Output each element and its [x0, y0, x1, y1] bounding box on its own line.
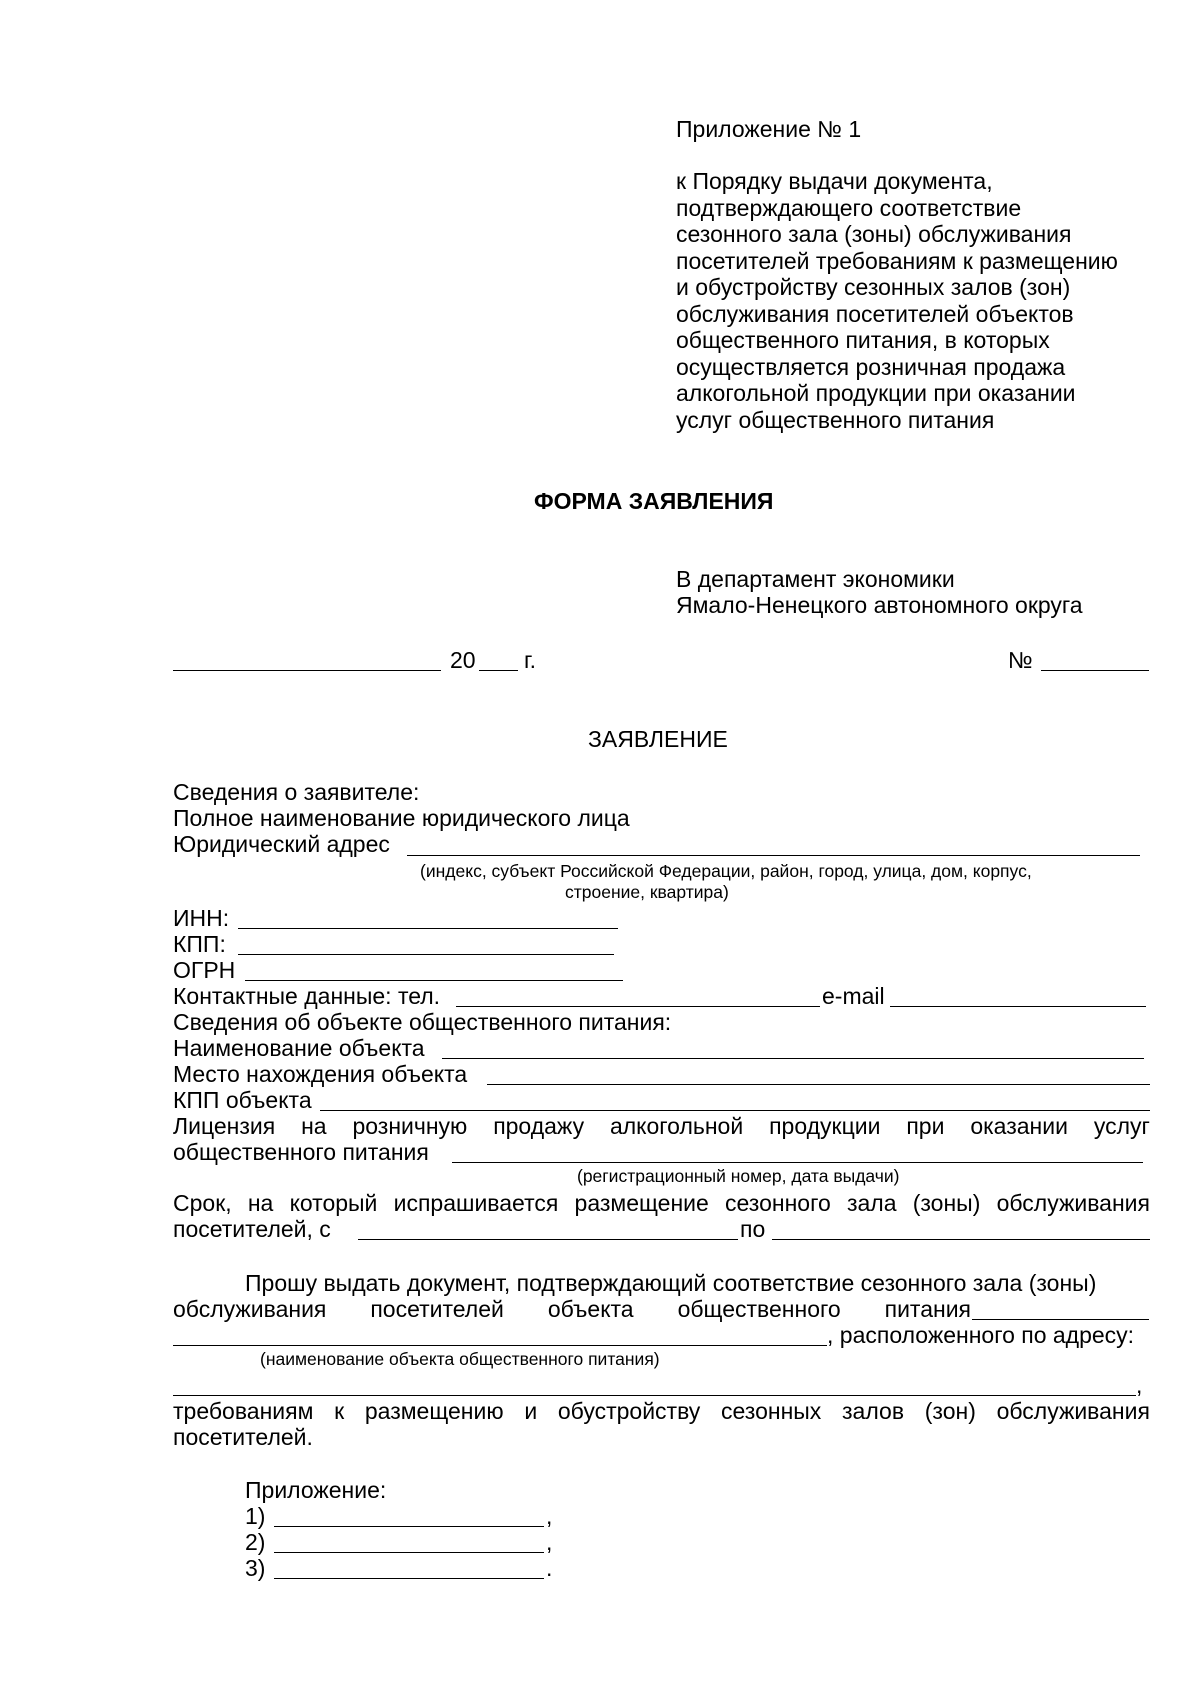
attachments-heading: Приложение: [245, 1477, 387, 1503]
word: Срок, [173, 1190, 232, 1216]
request-line-3-suffix: , расположенного по адресу: [827, 1322, 1135, 1348]
word: требованиям [173, 1398, 314, 1424]
kpp-label: КПП: [173, 931, 226, 957]
kpp-blank[interactable] [238, 954, 614, 955]
term-from-label: посетителей, с [173, 1216, 331, 1242]
word: общественного [677, 1296, 841, 1322]
word: сезонного [725, 1190, 831, 1216]
date-day-blank[interactable] [173, 670, 441, 671]
year-prefix: 20 [450, 647, 476, 673]
word: сезонных [721, 1398, 822, 1424]
word: к [334, 1398, 345, 1424]
appendix-line: алкогольной продукции при оказании [676, 380, 1076, 406]
word: размещению [364, 1398, 504, 1424]
appendix-line: к Порядку выдачи документа, [676, 168, 993, 194]
object-location-label: Место нахождения объекта [173, 1061, 468, 1087]
object-name-hint: (наименование объекта общественного питания) [260, 1349, 660, 1369]
word: Лицензия [173, 1113, 276, 1139]
request-line-1: Прошу выдать документ, подтверждающий соответствие сезонного зала (зоны) [245, 1270, 1097, 1296]
full-name-label: Полное наименование юридического лица [173, 805, 630, 831]
attachment-number: 1) [245, 1503, 266, 1529]
form-heading: ФОРМА ЗАЯВЛЕНИЯ [534, 488, 774, 514]
attachment-number: 3) [245, 1555, 266, 1581]
request-line-2 [173, 1296, 971, 1322]
statement-title: ЗАЯВЛЕНИЕ [588, 726, 728, 752]
ogrn-label: ОГРН [173, 957, 236, 983]
license-line-2: общественного питания [173, 1139, 429, 1165]
contacts-label: Контактные данные: тел. [173, 983, 441, 1009]
word: посетителей [370, 1296, 504, 1322]
number-blank[interactable] [1041, 670, 1149, 671]
word: алкогольной [609, 1113, 744, 1139]
year-blank[interactable] [479, 670, 518, 671]
object-location-blank[interactable] [487, 1084, 1150, 1085]
ogrn-blank[interactable] [245, 980, 623, 981]
word: и [524, 1398, 538, 1424]
recipient-line-2: Ямало-Ненецкого автономного округа [676, 592, 1083, 618]
appendix-line: осуществляется розничная продажа [676, 353, 1066, 380]
word: на [247, 1190, 274, 1216]
attachment-number: 2) [245, 1529, 266, 1555]
object-name-label: Наименование объекта [173, 1035, 425, 1061]
word: (зон) [924, 1398, 976, 1424]
word: обслуживания [173, 1296, 327, 1322]
object-address-blank[interactable] [173, 1395, 1136, 1396]
appendix-line: общественного питания, в которых [676, 327, 1050, 353]
word: на [301, 1113, 327, 1139]
appendix-line: подтверждающего соответствие [676, 194, 1022, 221]
attachment-end: , [546, 1529, 553, 1555]
attachment-end: , [546, 1503, 553, 1529]
appendix-description [676, 168, 1118, 433]
phone-blank[interactable] [456, 1006, 820, 1007]
word: (зоны) [912, 1190, 981, 1216]
appendix-line: обслуживания посетителей объектов [676, 300, 1074, 327]
object-kpp-blank[interactable] [320, 1110, 1150, 1111]
attachment-blank[interactable] [274, 1526, 544, 1527]
address-hint-2: строение, квартира) [565, 882, 729, 902]
object-name-request-blank-2[interactable] [173, 1345, 827, 1346]
email-label: e-mail [822, 983, 885, 1009]
term-line-1 [173, 1190, 1150, 1216]
word: который [289, 1190, 378, 1216]
request-line-5 [173, 1398, 1150, 1424]
address-hint-1: (индекс, субъект Российской Федерации, район, город, улица, дом, корпус, [420, 861, 1032, 881]
term-to-blank[interactable] [772, 1239, 1150, 1240]
request-line-4-suffix: , [1136, 1372, 1143, 1398]
term-to-label: по [740, 1216, 766, 1242]
recipient-line-1: В департамент экономики [676, 566, 955, 592]
word: оказании [970, 1113, 1068, 1139]
word: испрашивается [393, 1190, 559, 1216]
word: розничную [352, 1113, 468, 1139]
word: объекта [547, 1296, 634, 1322]
appendix-line: посетителей требованиям к размещению [676, 247, 1118, 274]
word: питания [884, 1296, 971, 1322]
address-label: Юридический адрес [173, 831, 390, 857]
term-from-blank[interactable] [358, 1239, 738, 1240]
attachment-end: . [546, 1555, 553, 1581]
license-hint: (регистрационный номер, дата выдачи) [577, 1166, 900, 1186]
object-name-request-blank-1[interactable] [972, 1319, 1149, 1320]
word: зала [846, 1190, 897, 1216]
attachment-blank[interactable] [274, 1552, 544, 1553]
address-blank[interactable] [407, 855, 1140, 856]
word: продажу [493, 1113, 585, 1139]
appendix-line: и обустройству сезонных залов (зон) [676, 274, 1071, 300]
appendix-title: Приложение № 1 [676, 116, 862, 142]
year-suffix: г. [524, 647, 536, 673]
word: обслуживания [996, 1190, 1150, 1216]
word: размещение [574, 1190, 709, 1216]
object-heading: Сведения об объекте общественного питания: [173, 1009, 672, 1035]
request-line-6: посетителей. [173, 1424, 313, 1450]
license-blank[interactable] [452, 1162, 1143, 1163]
word: обустройству [557, 1398, 701, 1424]
object-kpp-label: КПП объекта [173, 1087, 312, 1113]
number-sign: № [1008, 647, 1033, 673]
attachment-blank[interactable] [274, 1578, 544, 1579]
appendix-line: сезонного зала (зоны) обслуживания [676, 221, 1072, 247]
word: при [906, 1113, 945, 1139]
applicant-heading: Сведения о заявителе: [173, 779, 420, 805]
word: продукции [769, 1113, 881, 1139]
word: залов [842, 1398, 905, 1424]
license-line-1 [173, 1113, 1150, 1139]
word: услуг [1093, 1113, 1150, 1139]
email-blank[interactable] [890, 1006, 1146, 1007]
inn-blank[interactable] [238, 928, 618, 929]
object-name-blank[interactable] [442, 1058, 1144, 1059]
appendix-line: услуг общественного питания [676, 406, 995, 433]
word: обслуживания [996, 1398, 1150, 1424]
inn-label: ИНН: [173, 905, 230, 931]
